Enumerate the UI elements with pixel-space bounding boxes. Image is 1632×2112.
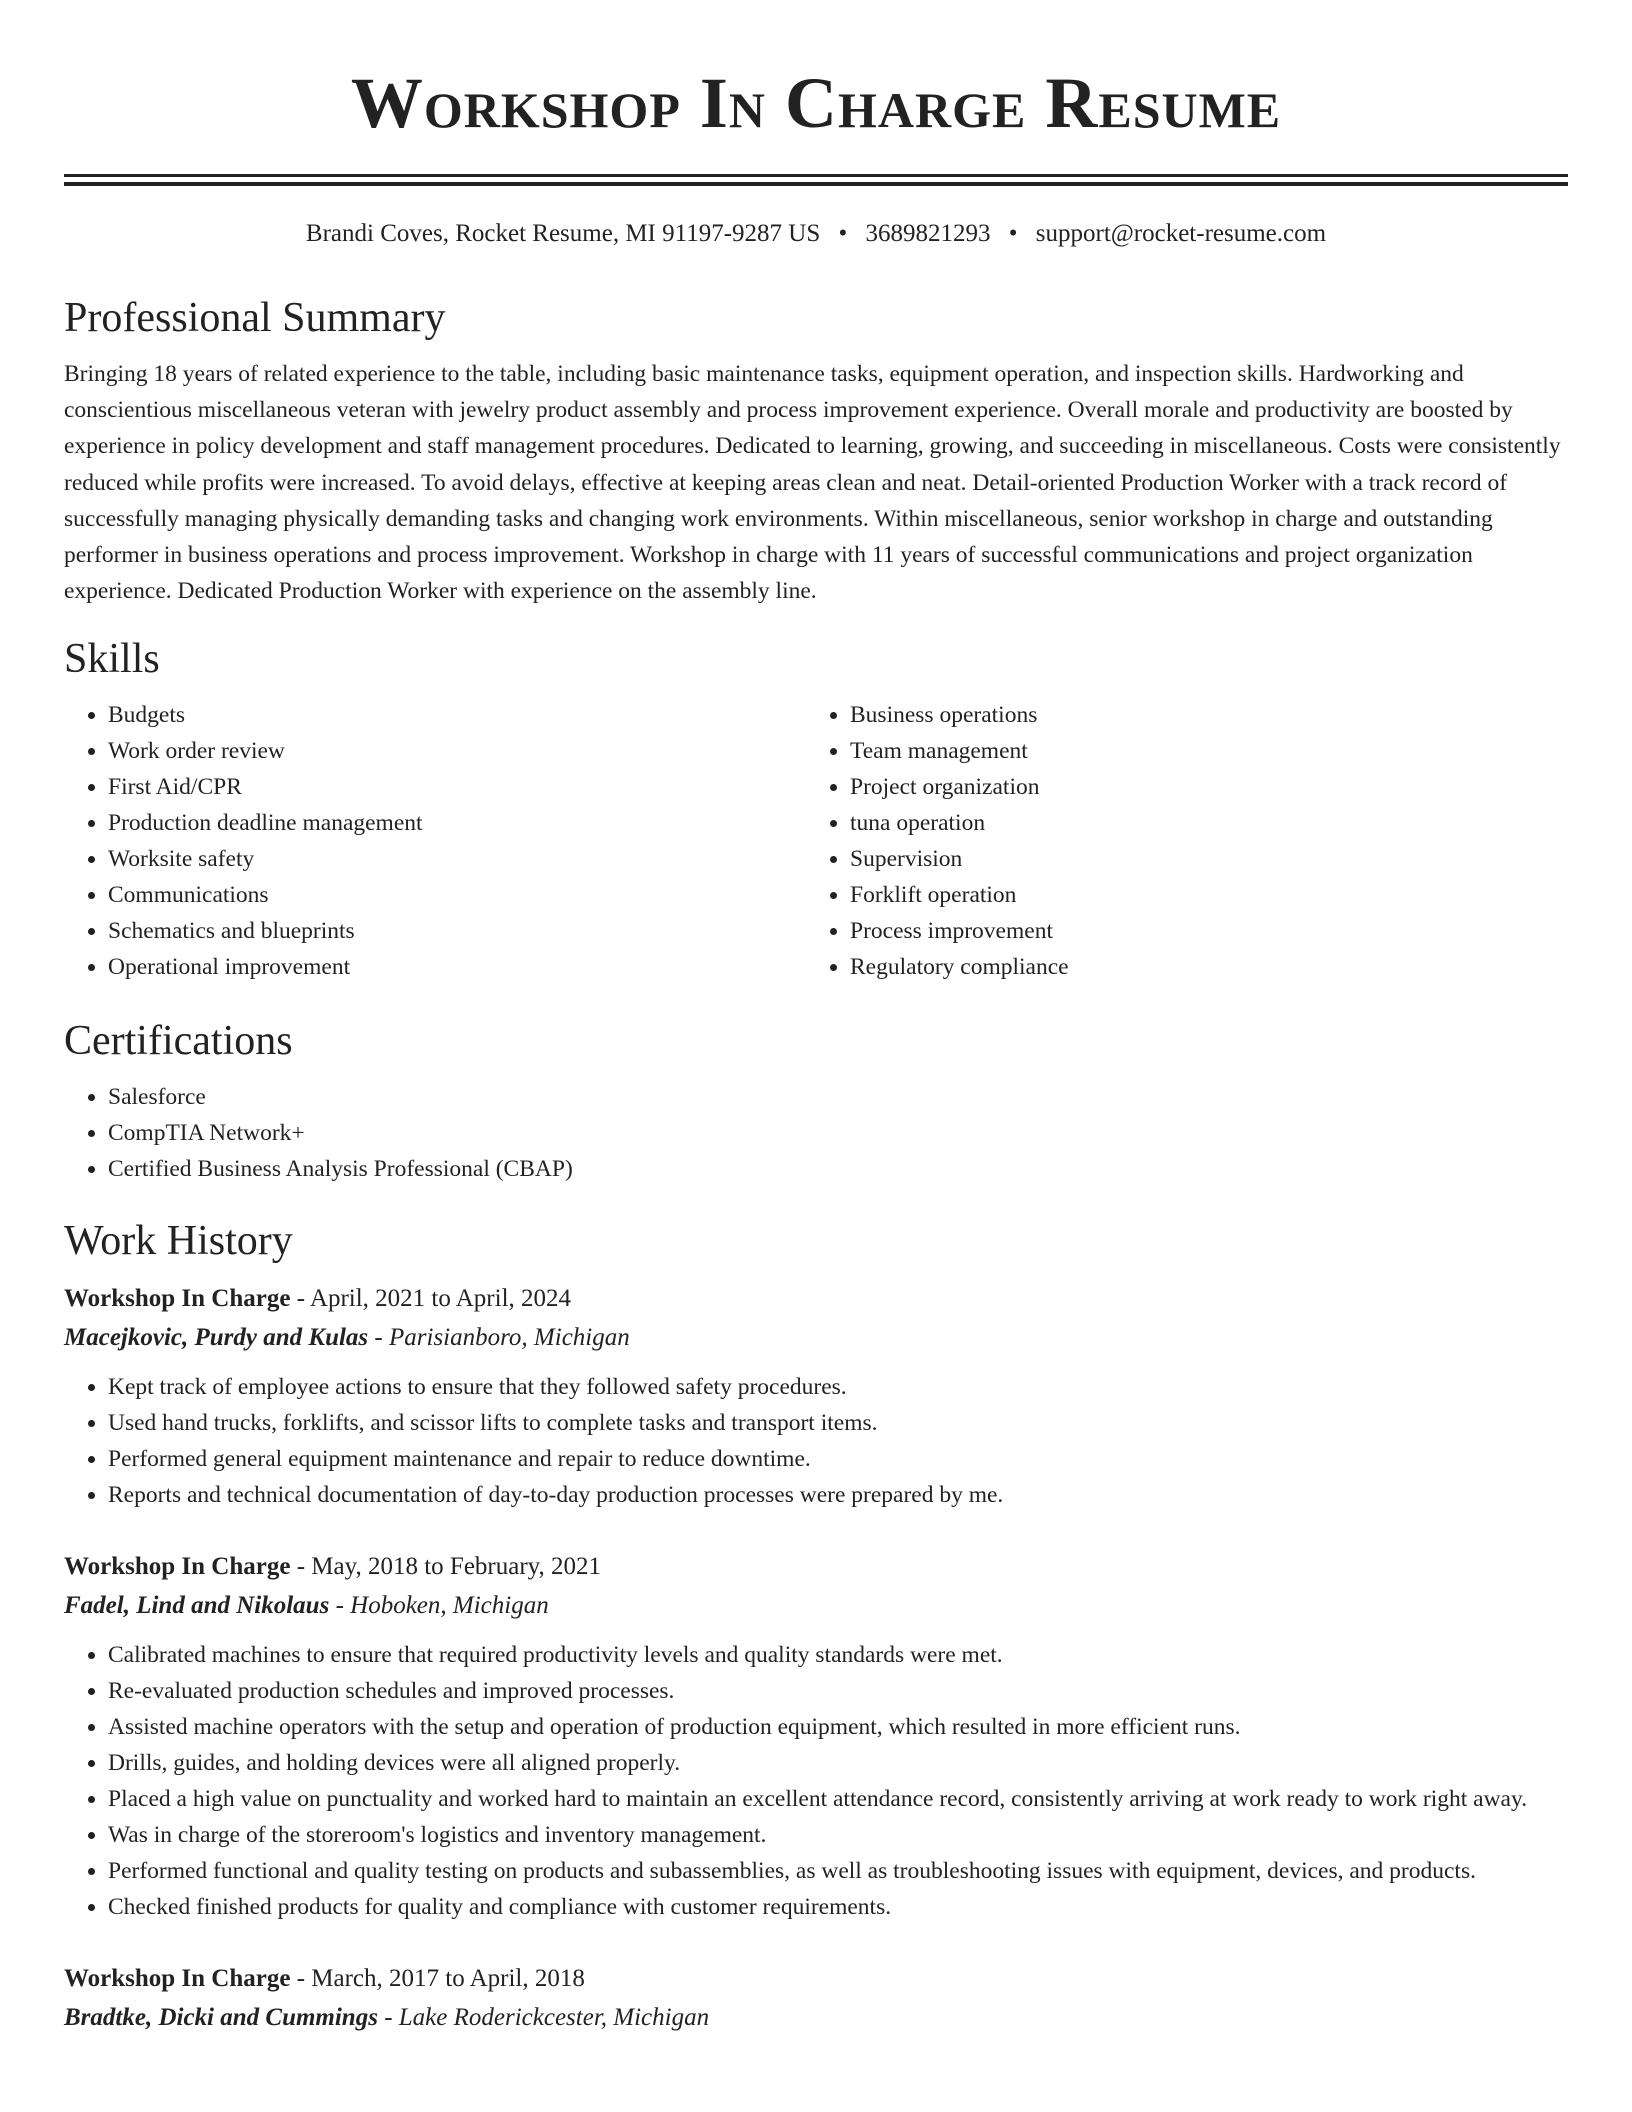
job-location: Hoboken, Michigan bbox=[350, 1592, 549, 1620]
job-title: Workshop In Charge bbox=[64, 1285, 291, 1313]
contact-separator: • bbox=[838, 220, 848, 247]
job-title-line: Workshop In Charge - May, 2018 to February, 2021 bbox=[64, 1553, 602, 1581]
skills-list-left bbox=[64, 697, 806, 985]
skill-item: • Budgets bbox=[108, 697, 806, 733]
job-company-line: Macejkovic, Purdy and Kulas - Parisianboro, Michigan bbox=[64, 1324, 630, 1352]
skill-item: • Communications bbox=[108, 877, 806, 913]
skills-heading: Skills bbox=[64, 636, 160, 683]
job-title-line: Workshop In Charge - March, 2017 to April, 2018 bbox=[64, 1965, 585, 1993]
job-bullet: • Re-evaluated production schedules and improved processes. bbox=[108, 1673, 1568, 1709]
title-divider bbox=[64, 174, 1568, 186]
certification-item: • CompTIA Network+ bbox=[108, 1115, 1568, 1151]
skill-item: • Team management bbox=[850, 733, 1550, 769]
job-bullet: • Kept track of employee actions to ensure that they followed safety procedures. bbox=[108, 1369, 1568, 1405]
job-bullet: • Drills, guides, and holding devices were all aligned properly. bbox=[108, 1745, 1568, 1781]
job-dates: March, 2017 to April, 2018 bbox=[311, 1965, 585, 1993]
certification-item: • Certified Business Analysis Professional (CBAP) bbox=[108, 1151, 1568, 1187]
summary-text: Bringing 18 years of related experience to the table, including basic maintenance tasks, equipment operation, and inspection skills. Hardworking and conscientious miscellaneous veteran with jewelry product assembly and process improvement experience. Overall morale and productivity are boosted by experience in policy development and staff management procedures. Dedicated to learning, growing, and succeeding in miscellaneous. Costs were consistently reduced while profits were increased. To avoid delays, effective at keeping areas clean and neat. Detail-oriented Production Worker with a track record of successfully managing physically demanding tasks and changing work environments. Within miscellaneous, senior workshop in charge and outstanding performer in business operations and process improvement. Workshop in charge with 11 years of successful communications and project organization experience. Dedicated Production Worker with experience on the assembly line. bbox=[64, 361, 1561, 605]
job-bullet: • Placed a high value on punctuality and worked hard to maintain an excellent attendance record, consistently arriving at work ready to work right away. bbox=[108, 1781, 1568, 1817]
skill-item: • Operational improvement bbox=[108, 949, 806, 985]
job-dates: May, 2018 to February, 2021 bbox=[311, 1553, 602, 1581]
job-dates: April, 2021 to April, 2024 bbox=[309, 1285, 572, 1313]
job-bullets bbox=[64, 1369, 1568, 1513]
contact-separator: • bbox=[1008, 220, 1018, 247]
job-bullet: • Performed general equipment maintenance and repair to reduce downtime. bbox=[108, 1441, 1568, 1477]
job-bullet: • Performed functional and quality testing on products and subassemblies, as well as troubleshooting issues with equipment, devices, and products. bbox=[108, 1853, 1568, 1889]
contact-line bbox=[64, 216, 1568, 252]
certifications-list bbox=[64, 1079, 1568, 1187]
job-bullet: • Assisted machine operators with the setup and operation of production equipment, which resulted in more efficient runs. bbox=[108, 1709, 1568, 1745]
certification-item: • Salesforce bbox=[108, 1079, 1568, 1115]
resume-page bbox=[64, 0, 1568, 2037]
skill-item: • tuna operation bbox=[850, 805, 1550, 841]
job-entry bbox=[64, 1959, 1568, 2037]
job-bullets bbox=[64, 1637, 1568, 1925]
skill-item: • Project organization bbox=[850, 769, 1550, 805]
skill-item: • Production deadline management bbox=[108, 805, 806, 841]
job-bullet: • Checked finished products for quality and compliance with customer requirements. bbox=[108, 1889, 1568, 1925]
skill-item: • Forklift operation bbox=[850, 877, 1550, 913]
job-company: Macejkovic, Purdy and Kulas bbox=[64, 1324, 369, 1352]
job-bullet: • Calibrated machines to ensure that required productivity levels and quality standards were met. bbox=[108, 1637, 1568, 1673]
job-title: Workshop In Charge bbox=[64, 1553, 291, 1581]
summary-heading: Professional Summary bbox=[64, 295, 446, 341]
job-company-line: Bradtke, Dicki and Cummings - Lake Roderickcester, Michigan bbox=[64, 2004, 710, 2032]
skill-item: • Supervision bbox=[850, 841, 1550, 877]
page-title: Workshop In Charge Resume bbox=[350, 63, 1282, 143]
skills-list-right bbox=[806, 697, 1550, 985]
skills-columns bbox=[64, 697, 1568, 985]
contact-phone: 3689821293 bbox=[865, 220, 991, 247]
skill-item: • Process improvement bbox=[850, 913, 1550, 949]
skill-item: • Schematics and blueprints bbox=[108, 913, 806, 949]
work-history-heading: Work History bbox=[64, 1218, 293, 1265]
job-title-line: Workshop In Charge - April, 2021 to April, 2024 bbox=[64, 1285, 572, 1313]
job-title: Workshop In Charge bbox=[64, 1965, 291, 1993]
job-location: Lake Roderickcester, Michigan bbox=[398, 2004, 710, 2032]
job-bullet: • Was in charge of the storeroom's logistics and inventory management. bbox=[108, 1817, 1568, 1853]
contact-email: support@rocket-resume.com bbox=[1035, 220, 1327, 247]
job-company: Bradtke, Dicki and Cummings bbox=[64, 2004, 378, 2032]
job-entry bbox=[64, 1279, 1568, 1513]
skill-item: • Worksite safety bbox=[108, 841, 806, 877]
skill-item: • First Aid/CPR bbox=[108, 769, 806, 805]
skill-item: • Regulatory compliance bbox=[850, 949, 1550, 985]
job-company: Fadel, Lind and Nikolaus bbox=[64, 1592, 330, 1620]
job-company-line: Fadel, Lind and Nikolaus - Hoboken, Michigan bbox=[64, 1592, 549, 1620]
contact-address: Brandi Coves, Rocket Resume, MI 91197-9287 US bbox=[305, 220, 821, 247]
job-entry bbox=[64, 1547, 1568, 1925]
job-bullet: • Reports and technical documentation of day-to-day production processes were prepared by me. bbox=[108, 1477, 1568, 1513]
job-bullet: • Used hand trucks, forklifts, and scissor lifts to complete tasks and transport items. bbox=[108, 1405, 1568, 1441]
work-history-list bbox=[64, 1279, 1568, 2037]
certifications-heading: Certifications bbox=[64, 1018, 293, 1065]
skill-item: • Work order review bbox=[108, 733, 806, 769]
skill-item: • Business operations bbox=[850, 697, 1550, 733]
job-location: Parisianboro, Michigan bbox=[389, 1324, 630, 1352]
